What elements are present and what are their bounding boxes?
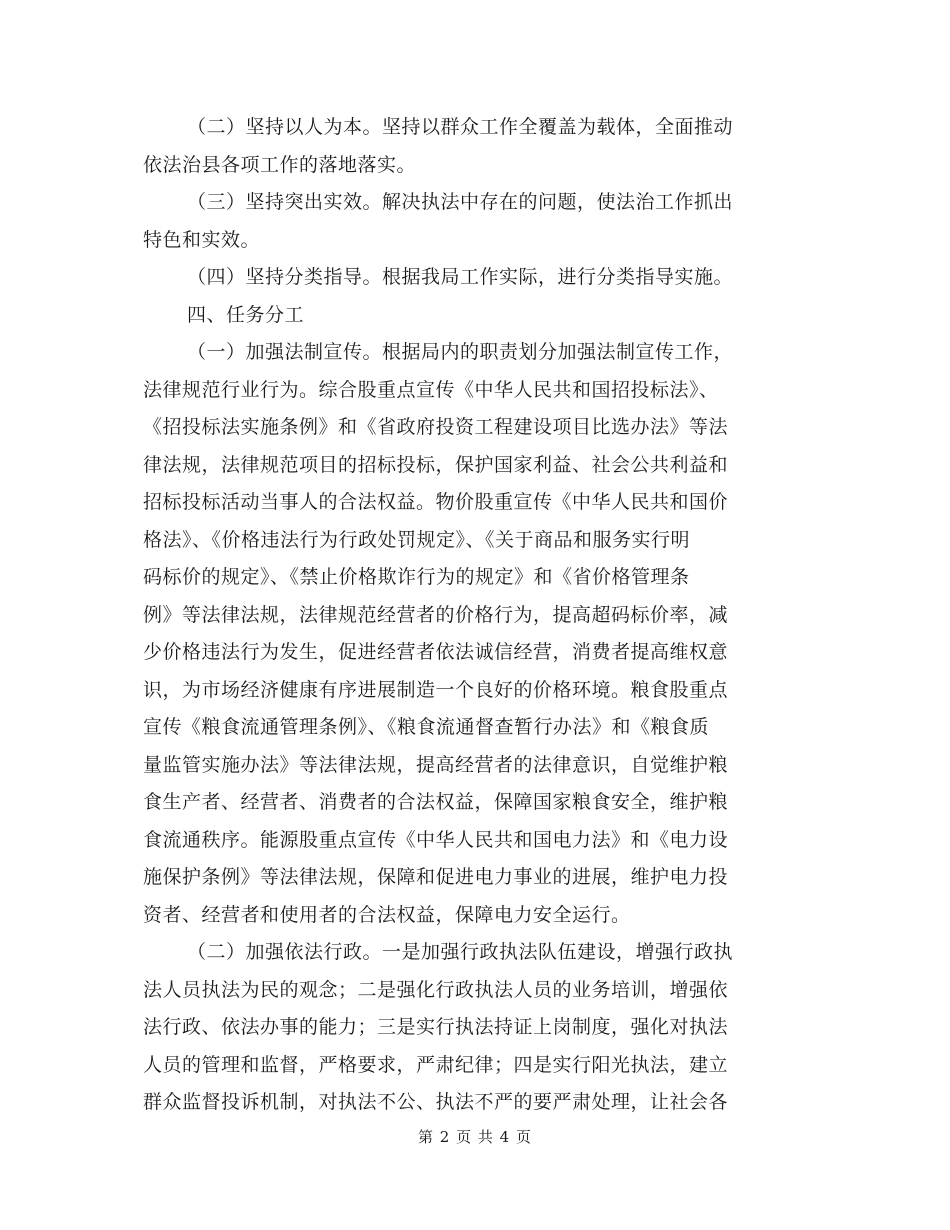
text-line: 人员的管理和监督，严格要求，严肃纪律；四是实行阳光执法，建立 bbox=[143, 1053, 729, 1076]
text-line: （四）坚持分类指导。根据我局工作实际，进行分类指导实施。 bbox=[187, 266, 734, 288]
text-line: 量监管实施办法》等法律法规，提高经营者的法律意识，自觉维护粮 bbox=[143, 753, 729, 776]
text-line: 四、任务分工 bbox=[187, 303, 305, 326]
text-line: （二）坚持以人为本。坚持以群众工作全覆盖为载体，全面推动 bbox=[187, 116, 734, 138]
text-line: 特色和实效。 bbox=[143, 228, 261, 251]
text-line: 依法治县各项工作的落地落实。 bbox=[143, 153, 417, 176]
text-line: 食流通秩序。能源股重点宣传《中华人民共和国电力法》和《电力设 bbox=[143, 828, 729, 851]
text-line: 格法》、《价格违法行为行政处罚规定》、《关于商品和服务实行明 bbox=[143, 528, 691, 551]
text-line: （一）加强法制宣传。根据局内的职责划分加强法制宣传工作， bbox=[187, 341, 734, 363]
text-line: 少价格违法行为发生，促进经营者依法诚信经营，消费者提高维权意 bbox=[143, 641, 729, 663]
text-line: 法人员执法为民的观念；二是强化行政执法人员的业务培训，增强依 bbox=[143, 978, 729, 1001]
text-line: 群众监督投诉机制，对执法不公、执法不严的要严肃处理，让社会各 bbox=[143, 1091, 729, 1113]
text-line: （二）加强依法行政。一是加强行政执法队伍建设，增强行政执 bbox=[187, 941, 734, 963]
text-line: 法行政、依法办事的能力；三是实行执法持证上岗制度，强化对执法 bbox=[143, 1016, 729, 1038]
text-line: 招标投标活动当事人的合法权益。物价股重宣传《中华人民共和国价 bbox=[143, 491, 729, 513]
body-text bbox=[143, 109, 811, 1122]
text-line: 法律规范行业行为。综合股重点宣传《中华人民共和国招投标法》、 bbox=[143, 378, 719, 401]
page-footer: 第 2 页 共 4 页 bbox=[418, 1128, 532, 1146]
text-line: 资者、经营者和使用者的合法权益，保障电力安全运行。 bbox=[143, 903, 631, 926]
text-line: （三）坚持突出实效。解决执法中存在的问题，使法治工作抓出 bbox=[187, 191, 734, 213]
text-line: 食生产者、经营者、消费者的合法权益，保障国家粮食安全，维护粮 bbox=[143, 791, 729, 813]
text-line: 宣传《粮食流通管理条例》、《粮食流通督查暂行办法》和《粮食质 bbox=[143, 716, 710, 738]
text-line: 识，为市场经济健康有序进展制造一个良好的价格环境。粮食股重点 bbox=[143, 678, 729, 701]
text-line: 例》等法律法规，法律规范经营者的价格行为，提高超码标价率，减 bbox=[143, 603, 729, 626]
text-line: 施保护条例》等法律法规，保障和促进电力事业的进展，维护电力投 bbox=[143, 866, 729, 888]
text-line: 律法规，法律规范项目的招标投标，保护国家利益、社会公共利益和 bbox=[143, 453, 729, 476]
text-line: 码标价的规定》、《禁止价格欺诈行为的规定》和《省价格管理条 bbox=[143, 566, 690, 588]
text-line: 《招投标法实施条例》和《省政府投资工程建设项目比选办法》等法 bbox=[143, 416, 729, 438]
